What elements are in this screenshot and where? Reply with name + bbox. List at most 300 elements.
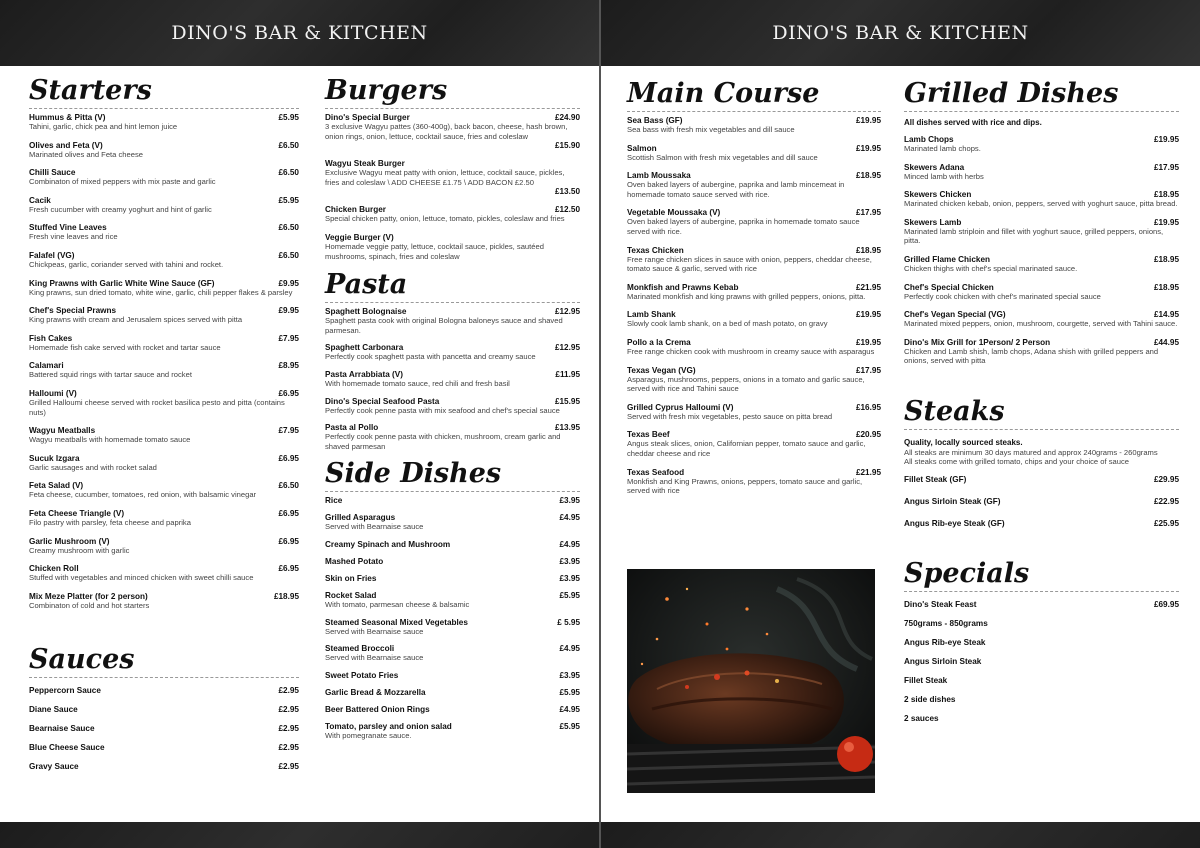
steaks-list: [904, 475, 1179, 528]
menu-item-row: [627, 171, 881, 180]
menu-item-price: £11.95: [555, 369, 580, 379]
menu-item-price: £2.95: [278, 724, 299, 734]
menu-item: [325, 688, 580, 697]
menu-item-row: [904, 218, 1179, 227]
menu-item-row: [904, 135, 1179, 144]
menu-item: [325, 397, 580, 416]
menu-item-name: Grilled Asparagus: [325, 513, 396, 523]
menu-item-row: [325, 618, 580, 627]
menu-item-name: Sweet Potato Fries: [325, 670, 399, 680]
menu-item-price: £29.95: [1153, 474, 1179, 484]
menu-item-description: 3 exclusive Wagyu pattes (360-400g), back bacon, cheese, hash brown, onion rings, onion, lettuce, cocktail sauce, fries and coleslaw: [325, 122, 568, 141]
menu-item-name: Fillet Steak (GF): [904, 474, 967, 484]
menu-item-price: £18.95: [273, 591, 299, 601]
menu-item-price: £12.50: [554, 205, 580, 215]
menu-item: [325, 540, 580, 549]
menu-item: [29, 389, 299, 417]
menu-item-row: [325, 307, 580, 316]
section-title: Starters: [29, 76, 299, 109]
menu-item-description: Special chicken patty, onion, lettuce, tomato, pickles, coleslaw and fries: [325, 214, 565, 224]
menu-item-price: £12.95: [554, 307, 580, 317]
menu-item: [904, 135, 1179, 154]
menu-item-name: Cacik: [29, 195, 51, 205]
menu-item-price: £18.95: [855, 171, 881, 181]
menu-item: [627, 171, 881, 199]
menu-item: [29, 251, 299, 270]
section-title: Grilled Dishes: [904, 79, 1179, 112]
menu-item: [627, 144, 881, 163]
menu-item-name: Hummus & Pitta (V): [29, 113, 106, 122]
menu-item-price: £4.95: [559, 539, 580, 549]
menu-item: [904, 338, 1179, 366]
menu-item-name: 750grams - 850grams: [904, 618, 988, 628]
menu-item-name: Angus Rib-eye Steak: [904, 637, 986, 647]
menu-item-price: £18.95: [1153, 190, 1179, 200]
menu-item-row: [29, 113, 299, 122]
menu-item-price: £19.95: [855, 310, 881, 320]
menu-item-name: Feta Cheese Triangle (V): [29, 508, 125, 518]
menu-item-description: Sea bass with fresh mix vegetables and dill sauce: [627, 125, 795, 134]
menu-item-price: £21.95: [855, 282, 881, 292]
menu-item: [904, 255, 1179, 274]
menu-item-name: Olives and Feta (V): [29, 140, 103, 150]
menu-item-description: Fresh cucumber with creamy yoghurt and hint of garlic: [29, 204, 212, 214]
menu-item-price: £5.95: [559, 687, 580, 697]
menu-item-description: Monkfish and King Prawns, onions, peppers, tomato sauce and garlic, served with rice: [627, 476, 863, 496]
menu-item: [29, 564, 299, 583]
menu-item-description: Oven baked layers of aubergine, paprika in homemade tomato sauce served with rice.: [627, 217, 860, 236]
menu-item-row: [904, 255, 1179, 264]
menu-item-name: 2 side dishes: [904, 694, 956, 704]
menu-item-description: Marinated olives and Feta cheese: [29, 149, 143, 159]
menu-item: [29, 454, 299, 473]
menu-item-price: £19.95: [855, 337, 881, 347]
menu-item-name: Angus Sirloin Steak: [904, 656, 982, 666]
menu-item-name: Calamari: [29, 361, 64, 371]
menu-item-name: Fillet Steak: [904, 675, 948, 685]
menu-item-row: [325, 540, 580, 549]
burgers-list: [325, 113, 580, 261]
menu-item-price: £8.95: [278, 361, 299, 371]
menu-item-price: £4.95: [559, 644, 580, 654]
menu-item-row: [29, 481, 299, 490]
section-title: Side Dishes: [325, 459, 580, 492]
menu-item-row: [904, 657, 1179, 666]
menu-item-price: £5.95: [278, 113, 299, 122]
menu-item-name: Falafel (VG): [29, 250, 75, 260]
menu-item-name: Lamb Moussaka: [627, 171, 691, 181]
menu-item-row: [325, 513, 580, 522]
menu-item-price: £18.95: [1153, 282, 1179, 292]
menu-item-price: £17.95: [855, 365, 881, 375]
menu-item-price: £18.95: [1153, 254, 1179, 264]
menu-item: [325, 233, 580, 261]
menu-item: [904, 657, 1179, 666]
menu-item: [29, 196, 299, 215]
menu-item-row: [29, 361, 299, 370]
menu-item-name: Steamed Broccoli: [325, 644, 395, 654]
menu-item: [325, 574, 580, 583]
menu-item-row: [325, 187, 580, 196]
menu-item-row: [29, 537, 299, 546]
menu-item-name: Salmon: [627, 143, 657, 153]
menu-item: [325, 557, 580, 566]
menu-item-description: Tahini, garlic, chick pea and hint lemon juice: [29, 122, 178, 131]
menu-item-description: King prawns with cream and Jerusalem spices served with pitta: [29, 315, 243, 325]
menu-item-name: Skewers Lamb: [904, 217, 962, 227]
menu-item: [325, 591, 580, 610]
section-title: Steaks: [904, 397, 1179, 430]
menu-item-row: [325, 141, 580, 150]
menu-item: [627, 338, 881, 357]
menu-item: [29, 762, 299, 771]
menu-item-row: [627, 468, 881, 477]
menu-item-description: Perfectly cook penne pasta with chicken, mushroom, cream garlic and shaved parmesan: [325, 432, 561, 451]
menu-item-description: Garlic sausages and with rocket salad: [29, 462, 157, 472]
menu-page-left: [0, 0, 599, 848]
menu-item-price: £9.95: [278, 306, 299, 316]
menu-item-description: Free range chicken slices in sauce with onion, peppers, cheddar cheese, tomato sauce & garlic, served with rice: [627, 254, 872, 274]
menu-item-description: Perfectly cook spaghett pasta with pancetta and creamy sauce: [325, 352, 536, 362]
menu-item-price: £16.95: [855, 402, 881, 412]
menu-item-price: £2.95: [278, 686, 299, 696]
menu-item-row: [325, 159, 580, 168]
menu-item-price: £21.95: [855, 467, 881, 477]
menu-item-row: [627, 246, 881, 255]
menu-item: [627, 366, 881, 394]
menu-item: [29, 168, 299, 187]
section-title: Main Course: [627, 79, 881, 112]
menu-item: [29, 141, 299, 160]
menu-item: [29, 724, 299, 733]
menu-item-row: [904, 310, 1179, 319]
menu-item: [325, 159, 580, 196]
menu-item-description: Served with fresh mix vegetables, pesto sauce on pitta bread: [627, 411, 833, 421]
menu-item-name: Pasta al Pollo: [325, 423, 379, 433]
menu-item-name: Wagyu Steak Burger: [325, 159, 405, 169]
menu-item-row: [904, 497, 1179, 506]
steaks-note-detail: All steaks are minimum 30 days matured and approx 240grams - 260grams: [904, 447, 1158, 457]
menu-item-name: Monkfish and Prawns Kebab: [627, 282, 739, 292]
menu-item-description: Marinated monkfish and king prawns with grilled peppers, onions, pitta.: [627, 291, 866, 301]
menu-item: [325, 671, 580, 680]
grilled-section: [904, 79, 1179, 733]
menu-item-row: [627, 338, 881, 347]
menu-item-description: Creamy mushroom with garlic: [29, 545, 130, 555]
menu-item: [627, 430, 881, 458]
menu-item-description: Chicken thighs with chef's special marinated sauce.: [904, 263, 1078, 273]
menu-item-price: £ 5.95: [557, 617, 580, 627]
menu-item-name: Chilli Sauce: [29, 168, 76, 178]
menu-item-row: [29, 426, 299, 435]
menu-item-price-secondary: £13.50: [554, 187, 580, 197]
menu-item-price: £2.95: [278, 762, 299, 772]
menu-item-row: [904, 638, 1179, 647]
menu-item: [904, 695, 1179, 704]
menu-item-description: Asparagus, mushrooms, peppers, onions in a tomato and garlic sauce, served with rice and Tahini sauce: [627, 374, 865, 394]
menu-item: [325, 307, 580, 335]
menu-item-name: Creamy Spinach and Mushroom: [325, 539, 451, 549]
menu-item-name: Garlic Mushroom (V): [29, 536, 110, 546]
menu-item-name: Chicken Roll: [29, 564, 79, 574]
menu-item: [29, 537, 299, 556]
menu-item-price: £12.95: [554, 343, 580, 353]
menu-item-name: Skewers Adana: [904, 162, 965, 172]
section-title: Specials: [904, 559, 1179, 592]
menu-item-description: Perfectly cook chicken with chef's marinated special sauce: [904, 291, 1101, 301]
menu-item-price: £3.95: [559, 670, 580, 680]
menu-item-row: [29, 251, 299, 260]
menu-item-name: Mashed Potato: [325, 556, 384, 566]
menu-item-description: Minced lamb with herbs: [904, 171, 984, 181]
menu-item-name: Lamb Shank: [627, 310, 676, 320]
menu-item: [29, 223, 299, 242]
menu-item-row: [904, 676, 1179, 685]
page-header: [0, 0, 599, 66]
menu-item-row: [325, 397, 580, 406]
menu-item-row: [29, 509, 299, 518]
menu-item-name: King Prawns with Garlic White Wine Sauce (GF): [29, 278, 215, 288]
menu-item: [904, 475, 1179, 484]
menu-item-name: Vegetable Moussaka (V): [627, 208, 721, 218]
menu-item-price: £6.50: [278, 481, 299, 491]
menu-item-name: Skewers Chicken: [904, 190, 972, 200]
menu-item-name: Chef's Vegan Special (VG): [904, 310, 1006, 320]
section-title: Sauces: [29, 645, 299, 678]
menu-item: [627, 246, 881, 274]
menu-item-description: Spaghett pasta cook with original Bologna baloneys sauce and shaved parmesan.: [325, 316, 563, 335]
starters-section: [29, 76, 299, 781]
menu-item-name: Dino's Special Burger: [325, 113, 410, 122]
menu-item-row: [29, 743, 299, 752]
menu-item-row: [29, 686, 299, 695]
menu-item-description: Marinated chicken kebab, onion, peppers, served with yoghurt sauce, pitta bread.: [904, 199, 1178, 209]
menu-item-row: [904, 283, 1179, 292]
menu-item-name: Pasta Arrabbiata (V): [325, 369, 403, 379]
menu-item-description: King prawns, sun dried tomato, white wine, garlic, chili pepper flakes & parsley: [29, 287, 293, 297]
menu-item-name: Diane Sauce: [29, 705, 78, 715]
menu-item-name: Steamed Seasonal Mixed Vegetables: [325, 617, 468, 627]
menu-item-description: With pomegranate sauce.: [325, 730, 412, 740]
menu-item-row: [29, 306, 299, 315]
menu-item-name: Texas Chicken: [627, 245, 684, 255]
menu-item-price: £5.95: [278, 195, 299, 205]
menu-item-row: [29, 762, 299, 771]
menu-item-name: Tomato, parsley and onion salad: [325, 721, 452, 731]
menu-item-name: Texas Beef: [627, 430, 670, 440]
menu-item-row: [904, 619, 1179, 628]
menu-item-name: Wagyu Meatballs: [29, 426, 96, 436]
menu-item-name: Rocket Salad: [325, 590, 377, 600]
steaks-note: Quality, locally sourced steaks.: [904, 437, 1023, 447]
main-course-list: [627, 116, 881, 496]
menu-item-description: Fresh vine leaves and rice: [29, 232, 118, 242]
page-footer: [601, 822, 1200, 848]
menu-item-price: £19.95: [855, 143, 881, 153]
menu-item-row: [325, 423, 580, 432]
menu-item-description: With tomato, parmesan cheese & balsamic: [325, 599, 470, 609]
menu-item-row: [904, 714, 1179, 723]
menu-item-name: Dino's Steak Feast: [904, 599, 977, 609]
menu-item: [325, 205, 580, 224]
brand-title: DINO'S BAR & KITCHEN: [772, 22, 1029, 44]
menu-item-row: [904, 695, 1179, 704]
menu-item-price: £44.95: [1153, 337, 1179, 347]
menu-item-price: £7.95: [278, 333, 299, 343]
menu-item-name: Grilled Cyprus Halloumi (V): [627, 402, 734, 412]
menu-item-row: [325, 671, 580, 680]
menu-item: [29, 686, 299, 695]
menu-item-row: [904, 190, 1179, 199]
menu-item: [904, 497, 1179, 506]
menu-item: [29, 743, 299, 752]
menu-item-row: [325, 233, 580, 242]
grilled-list: [904, 135, 1179, 366]
menu-item-row: [29, 724, 299, 733]
menu-item-description: Chickpeas, garlic, coriander served with tahini and rocket.: [29, 259, 224, 269]
menu-item-name: Spaghett Carbonara: [325, 343, 404, 353]
grilled-note: All dishes served with rice and dips.: [904, 118, 1042, 127]
menu-item-row: [325, 343, 580, 352]
starters-list: [29, 113, 299, 610]
menu-item-description: With homemade tomato sauce, red chili and fresh basil: [325, 378, 510, 388]
menu-item-name: Beer Battered Onion Rings: [325, 704, 430, 714]
menu-item-price: £4.95: [559, 704, 580, 714]
menu-item-row: [904, 338, 1179, 347]
menu-item-price: £25.95: [1153, 518, 1179, 528]
menu-item-price: £5.95: [559, 721, 580, 731]
menu-item-row: [325, 705, 580, 714]
menu-item-row: [904, 519, 1179, 528]
menu-item: [627, 116, 881, 135]
section-title: Burgers: [325, 76, 580, 109]
menu-item: [325, 423, 580, 451]
menu-item-name: Dino's Special Seafood Pasta: [325, 396, 440, 406]
menu-item-name: Chicken Burger: [325, 205, 386, 215]
menu-item-description: Marinated mixed peppers, onion, mushroom, courgette, served with Tahini sauce.: [904, 319, 1178, 329]
pasta-list: [325, 307, 580, 451]
menu-item-price: £2.95: [278, 743, 299, 753]
menu-item: [325, 496, 580, 505]
menu-item-row: [29, 454, 299, 463]
menu-item-name: 2 sauces: [904, 713, 939, 723]
menu-item: [29, 592, 299, 611]
menu-item-row: [627, 283, 881, 292]
menu-item-row: [904, 163, 1179, 172]
menu-item-name: Pollo a la Crema: [627, 337, 691, 347]
menu-item-row: [325, 205, 580, 214]
menu-item-price-secondary: £15.90: [554, 141, 580, 151]
menu-item-description: Chicken and Lamb shish, lamb chops, Adana shish with grilled peppers and onions, served with pitta: [904, 346, 1159, 366]
menu-item-row: [627, 430, 881, 439]
menu-item: [904, 638, 1179, 647]
menu-item-description: Angus steak slices, onion, Californian pepper, tomato sauce and garlic, cheddar cheese and rice: [627, 439, 866, 458]
menu-item-name: Dino's Mix Grill for 1Person/ 2 Person: [904, 337, 1051, 347]
menu-item-price: £17.95: [855, 208, 881, 218]
menu-item-row: [627, 208, 881, 217]
menu-item-row: [627, 310, 881, 319]
menu-item-name: Bearnaise Sauce: [29, 724, 95, 734]
menu-item-price: £6.50: [278, 140, 299, 150]
menu-item: [904, 714, 1179, 723]
menu-item-name: Feta Salad (V): [29, 481, 84, 491]
menu-item: [627, 403, 881, 422]
menu-item-price: £69.95: [1153, 599, 1179, 609]
menu-item-row: [325, 591, 580, 600]
menu-item-description: Battered squid rings with tartar sauce and rocket: [29, 370, 192, 380]
menu-item: [29, 113, 299, 132]
menu-item-description: Served with Bearnaise sauce: [325, 522, 424, 532]
menu-item-name: Garlic Bread & Mozzarella: [325, 687, 426, 697]
menu-item-price: £6.95: [278, 388, 299, 398]
menu-item-price: £17.95: [1153, 162, 1179, 172]
sauces-list: [29, 686, 299, 771]
menu-item-price: £18.95: [855, 245, 881, 255]
menu-item-name: Angus Rib-eye Steak (GF): [904, 518, 1005, 528]
menu-item-name: Fish Cakes: [29, 333, 73, 343]
menu-item-price: £6.95: [278, 564, 299, 574]
menu-item: [29, 334, 299, 353]
menu-item-price: £6.50: [278, 168, 299, 178]
menu-item-name: Blue Cheese Sauce: [29, 743, 105, 753]
menu-item-name: Grilled Flame Chicken: [904, 254, 990, 264]
menu-item-price: £2.95: [278, 705, 299, 715]
menu-item: [627, 468, 881, 496]
menu-item-price: £5.95: [559, 590, 580, 600]
menu-item-row: [29, 592, 299, 601]
menu-item-description: Served with Bearnaise sauce: [325, 653, 424, 663]
menu-item-description: Homemade fish cake served with rocket and tartar sauce: [29, 342, 221, 352]
menu-item: [904, 619, 1179, 628]
menu-item-description: Homemade veggie patty, lettuce, cocktail sauce, pickles, sautéed mushrooms, spinach, fries and coleslaw: [325, 241, 544, 261]
menu-item-description: Marinated lamb chops.: [904, 144, 981, 153]
menu-item-row: [29, 705, 299, 714]
menu-item-price: £14.95: [1153, 310, 1179, 320]
menu-item-price: £7.95: [278, 426, 299, 436]
menu-item-name: Chef's Special Chicken: [904, 282, 994, 292]
menu-item-row: [29, 389, 299, 398]
menu-item-description: Slowly cook lamb shank, on a bed of mash potato, on gravy: [627, 319, 828, 329]
menu-item-name: Peppercorn Sauce: [29, 686, 101, 696]
menu-item: [29, 481, 299, 500]
menu-item-row: [325, 557, 580, 566]
menu-item-price: £15.95: [554, 396, 580, 406]
menu-item: [29, 705, 299, 714]
page-header: [601, 0, 1200, 66]
menu-item-price: £19.95: [1153, 217, 1179, 227]
menu-item: [904, 519, 1179, 528]
menu-item-price: £6.95: [278, 508, 299, 518]
menu-item: [29, 426, 299, 445]
menu-item-name: Veggie Burger (V): [325, 232, 394, 242]
menu-item-row: [627, 116, 881, 125]
menu-item-name: Texas Vegan (VG): [627, 365, 696, 375]
menu-item-price: £9.95: [278, 278, 299, 288]
section-title: Pasta: [325, 270, 580, 303]
menu-item: [325, 618, 580, 637]
steaks-note-detail: All steaks come with grilled tomato, chips and your choice of sauce: [904, 457, 1129, 467]
menu-item-row: [325, 722, 580, 731]
menu-item: [904, 190, 1179, 209]
menu-item-name: Skin on Fries: [325, 573, 377, 583]
menu-item-row: [29, 279, 299, 288]
menu-item-row: [325, 644, 580, 653]
menu-item-row: [29, 223, 299, 232]
menu-item-row: [627, 144, 881, 153]
menu-item-name: Angus Sirloin Steak (GF): [904, 496, 1001, 506]
menu-item: [904, 283, 1179, 302]
menu-item: [904, 310, 1179, 329]
